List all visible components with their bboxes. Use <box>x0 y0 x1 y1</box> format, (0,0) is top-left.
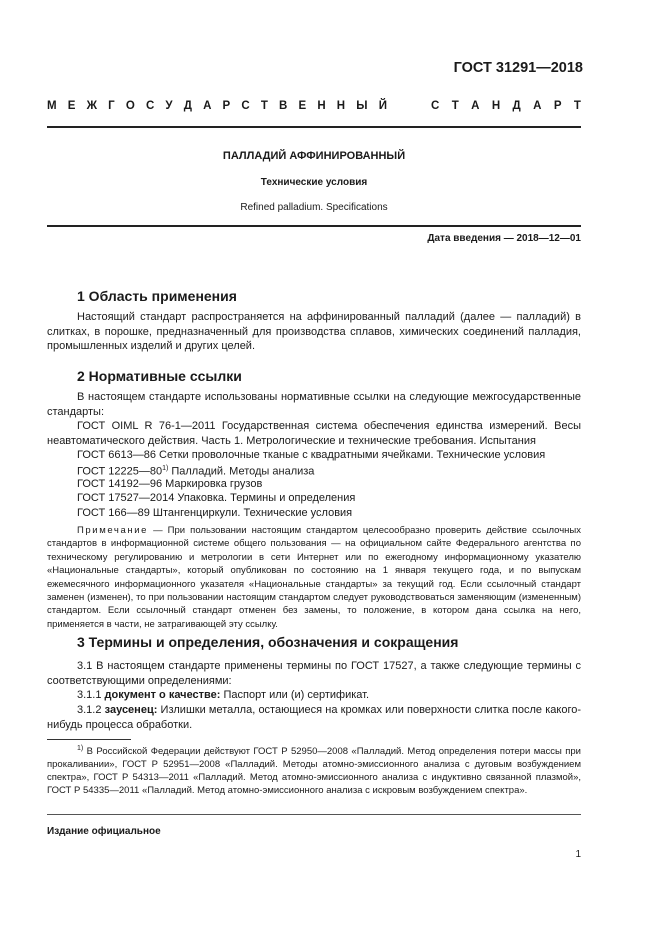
paragraph-3-1-1 <box>47 688 581 703</box>
definition-quality-document: Паспорт или (и) сертификат. <box>220 689 370 701</box>
banner-letter: У <box>165 100 173 112</box>
footnote-mark: 1) <box>77 745 84 752</box>
reference-14192: ГОСТ 14192—96 Маркировка грузов <box>77 478 263 490</box>
banner-letter: В <box>279 100 288 112</box>
note-text: — При пользовании настоящим стандартом целесообразно проверить действие ссылочных стандартов в информационной системе общего пользования — на официальном сайте Федерального агентства по техническому регулированию и метрологии в сети Интернет или по ежегодному информационному указателю «Национальные стандарты», который опубликован по состоянию на 1 января текущего года, и по выпускам ежемесячного информационного указателя «Национальные стандарты» за текущий год. Если ссылочный стандарт заменен (изменен), то при пользовании настоящим стандартом следует руководствоваться заменяющим (измененным) стандартом. Если ссылочный стандарт отменен без замены, то положение, в котором дана ссылка на него, применяется в части, не затрагивающей эту ссылку. <box>47 525 581 630</box>
banner-word-standard <box>431 100 581 112</box>
banner-letter: Р <box>553 100 562 112</box>
standard-banner <box>47 100 581 112</box>
banner-letter: Д <box>512 100 521 112</box>
term-number-3-1-1: 3.1.1 <box>77 689 105 701</box>
section-3-heading: 3 Термины и определения, обозначения и сокращения <box>77 634 459 650</box>
banner-letter: Е <box>67 100 76 112</box>
paragraph-3-1-2 <box>47 703 581 732</box>
footnote-text: В Российской Федерации действуют ГОСТ Р 52950—2008 «Палладий. Метод определения потери массы при прокаливании», ГОСТ Р 52951—2008 «Палладий. Методы атомно-эмиссионного анализа с дуговым возбуждением спектра», ГОСТ Р 54313—2011 «Палладий. Метод атомно-эмиссионного анализа с индуктивно связанной плазмой», ГОСТ Р 54335—2011 «Палладий. Метод атомно-эмиссионного анализа с искровым возбуждением спектра». <box>47 746 581 797</box>
banner-letter: Н <box>491 100 501 112</box>
reference-166: ГОСТ 166—89 Штангенциркули. Технические условия <box>77 507 353 519</box>
banner-letter: Н <box>317 100 326 112</box>
footer-rule <box>47 814 581 815</box>
paragraph-3-1: 3.1 В настоящем стандарте применены термины по ГОСТ 17527, а также следующие термины с соответствующими определениями: <box>47 660 581 687</box>
title-rule <box>47 225 581 227</box>
banner-letter: С <box>241 100 250 112</box>
document-title: ПАЛЛАДИЙ АФФИНИРОВАННЫЙ <box>222 150 406 162</box>
section-2-heading: 2 Нормативные ссылки <box>77 368 242 384</box>
page-number: 1 <box>575 849 581 860</box>
footnote <box>47 742 581 797</box>
banner-letter: Т <box>573 100 581 112</box>
term-burr: заусенец: <box>104 704 158 716</box>
section-1-heading: 1 Область применения <box>77 288 237 304</box>
banner-letter: М <box>47 100 57 112</box>
term-number-3-1-2: 3.1.2 <box>77 704 105 716</box>
banner-letter: Т <box>451 100 459 112</box>
note-label: Примечание <box>77 525 148 536</box>
reference-12225-code: ГОСТ 12225—80 <box>77 465 163 478</box>
banner-letter: А <box>533 100 542 112</box>
banner-word-interstate <box>47 100 387 112</box>
banner-letter: С <box>431 100 440 112</box>
document-id: ГОСТ 31291—2018 <box>453 60 583 76</box>
english-title: Refined palladium. Specifications <box>240 202 388 213</box>
footnote-ref-1: 1) <box>162 465 169 472</box>
footnote-rule <box>47 739 131 740</box>
reference-12225-title: Палладий. Методы анализа <box>168 465 315 478</box>
banner-letter: Д <box>183 100 192 112</box>
banner-letter: Н <box>336 100 346 112</box>
banner-letter: Й <box>378 100 387 112</box>
banner-letter: Ы <box>356 100 368 112</box>
section-1-text: Настоящий стандарт распространяется на аффинированный палладий (далее — палладий) в слитках, в порошке, предназначенный для производства сплавов, химических соединений палладия, промышленных изделий и других целей. <box>47 311 581 353</box>
header-rule <box>47 126 581 128</box>
banner-letter: А <box>471 100 480 112</box>
section-2-note <box>47 524 581 631</box>
banner-letter: О <box>125 100 135 112</box>
banner-letter: Е <box>298 100 307 112</box>
section-2-intro: В настоящем стандарте использованы нормативные ссылки на следующие межгосударственные стандарты: <box>47 391 581 418</box>
reference-6613: ГОСТ 6613—86 Сетки проволочные тканые с квадратными ячейками. Технические условия <box>77 449 546 461</box>
banner-letter: Р <box>222 100 231 112</box>
definition-burr: Излишки металла, остающиеся на кромках или поверхности слитка после какого-нибудь процесса обработки. <box>47 704 581 731</box>
official-edition-label: Издание официальное <box>47 826 161 837</box>
banner-letter: А <box>203 100 212 112</box>
term-quality-document: документ о качестве: <box>104 689 221 701</box>
reference-17527: ГОСТ 17527—2014 Упаковка. Термины и определения <box>77 492 356 504</box>
banner-letter: Т <box>260 100 268 112</box>
reference-oiml: ГОСТ OIML R 76-1—2011 Государственная система обеспечения единства измерений. Весы неавтоматического действия. Часть 1. Метрологические и технические требования. Испытания <box>47 420 581 447</box>
banner-letter: Ж <box>86 100 97 112</box>
banner-letter: Г <box>108 100 115 112</box>
banner-letter: С <box>145 100 155 112</box>
introduction-date: Дата введения — 2018—12—01 <box>427 233 581 244</box>
document-subtitle: Технические условия <box>260 177 368 188</box>
